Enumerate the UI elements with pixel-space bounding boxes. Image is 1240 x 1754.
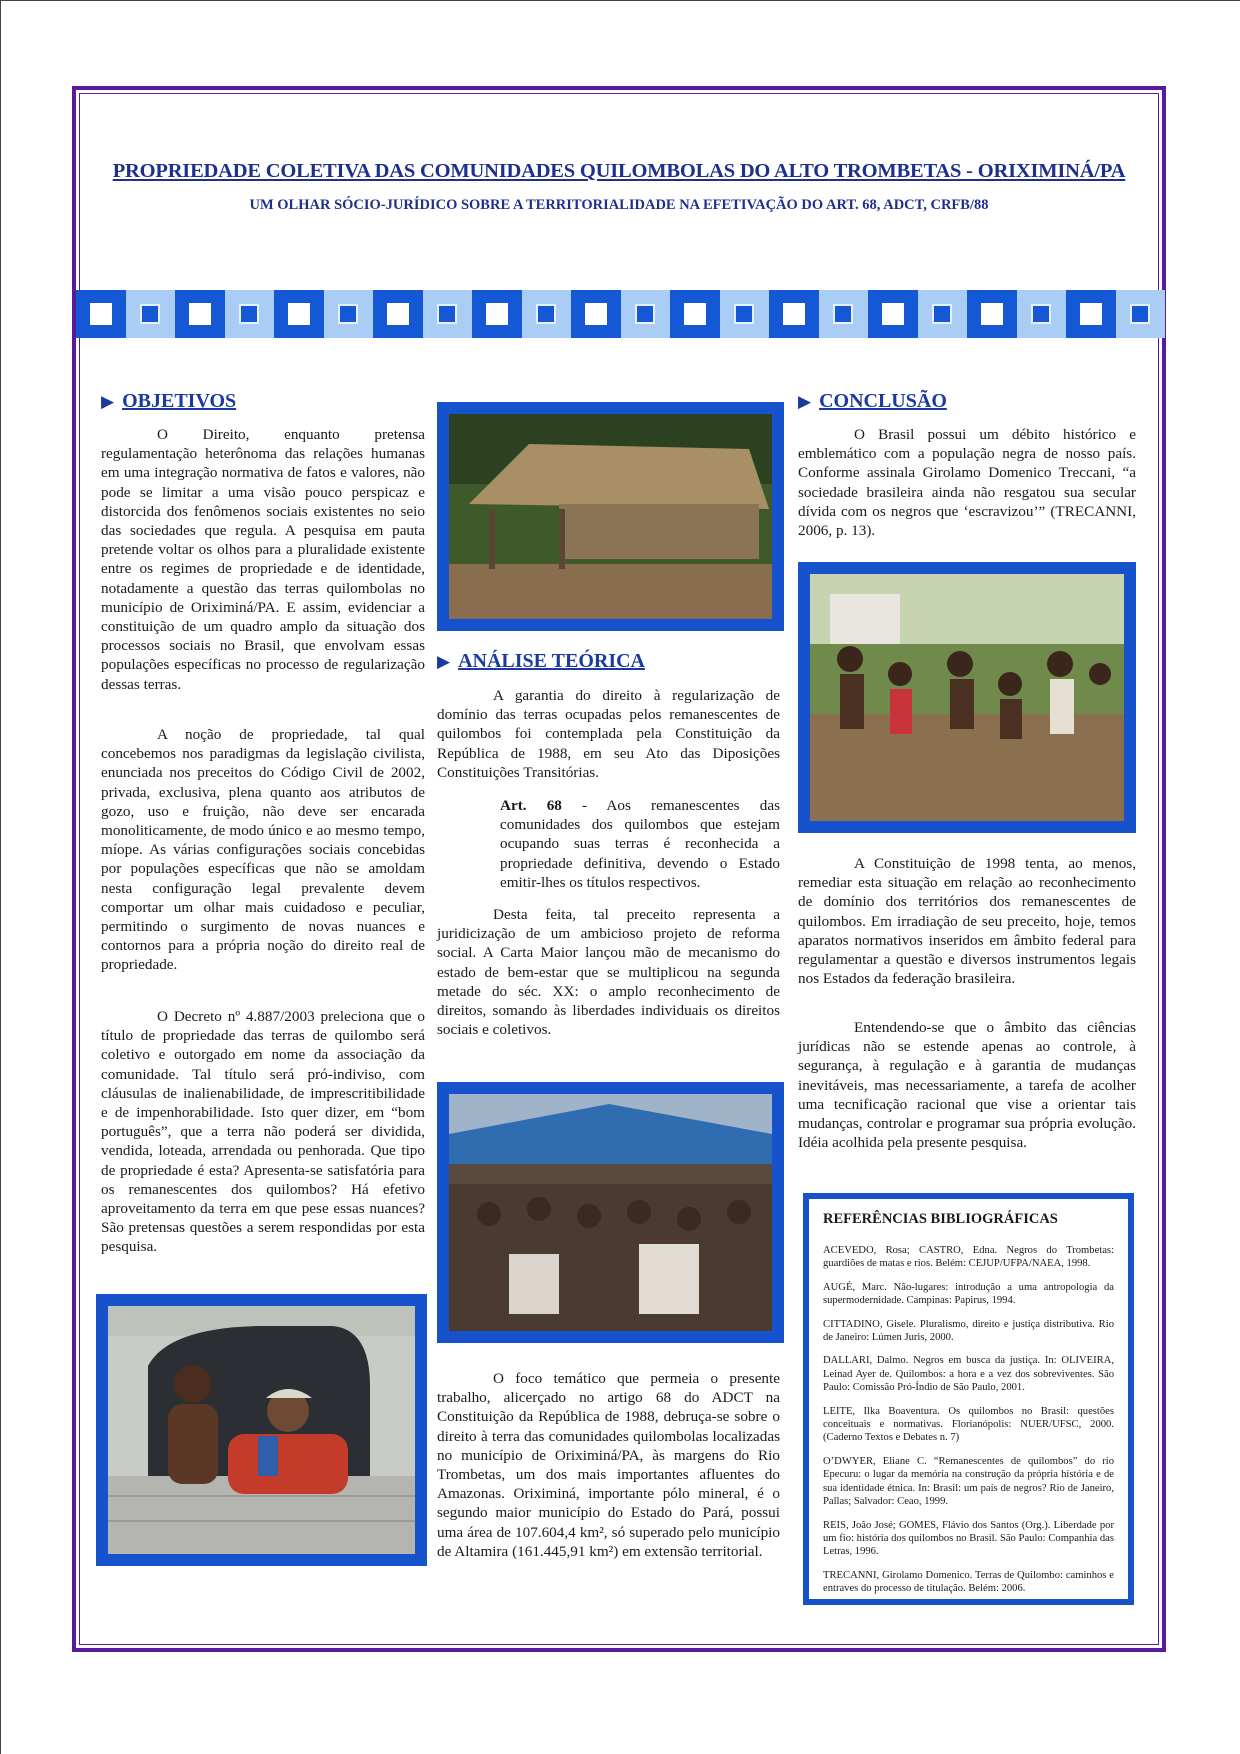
band-square: [833, 304, 853, 324]
objetivos-paragraph-2: A noção de propriedade, tal qual concebemos nos paradigmas da legislação civilista, enunciada nos preceitos do Código Civil de 2002, privada, exclusiva, plena quanto aos atributos de gozo, uso e fruição, não deve ser encarada monoliticamente, de modo único e ao mesmo tempo, míope. As várias configurações sociais concebidas por populações específicas que não se amoldam nesta configuração legal prevalente devem comportar um olhar mais cuidadoso e peculiar, permitindo o surgimento de novas nuances e contornos para a própria noção do direito real de propriedade.: [101, 726, 425, 974]
band-square: [437, 304, 457, 324]
band-cell: [621, 290, 671, 338]
band-square: [1031, 304, 1051, 324]
analise-paragraph-1: A garantia do direito à regularização de domínio das terras ocupadas pelos remanescentes de quilombos foi contemplada pela Constituição da República de 1988, em seu Ato das Diposições Constituições Transitórias.: [437, 687, 780, 781]
conclusao-paragraph-1: O Brasil possui um débito histórico e emblemático com a população negra de nosso país. Conforme assinala Girolamo Domenico Treccani, “a sociedade brasileira ainda não resgatou sua secular dívida com os negros que ‘escravizou’” (TRECANNI, 2006, p. 13).: [798, 426, 1136, 540]
band-cell: [76, 290, 126, 338]
band-square: [882, 303, 904, 325]
photo-boy-and-elder-at-window: [96, 1294, 427, 1566]
analise-paragraph-2: Desta feita, tal preceito representa a juridicização de um ambicioso projeto de reforma social. A Carta Maior lançou mão de mecanismo do estado de bem-estar que se multiplicou na segunda metade do séc. XX: o amplo reconhecimento de direitos, somando às liberdades individuais os direitos sociais e coletivos.: [437, 906, 780, 1039]
band-square: [338, 304, 358, 324]
art-68-label: Art. 68: [500, 797, 562, 814]
band-square: [585, 303, 607, 325]
objetivos-paragraph-3: O Decreto nº 4.887/2003 preleciona que o título de propriedade das terras de quilombo será coletivo e outorgado em nome da associação da comunidade. Tal título será pró-indiviso, com cláusulas de inalienabilidade, de imprescritibilidade e de impenhorabilidade. Isto quer dizer, em “bom português”, que a terra não poderá ser dividida, vendida, loteada, arrendada ou penhorada. Que tipo de propriedade é esta? Apresenta-se satisfatória para os remanescentes dos quilombos? Há efetivo aproveitamento da terra em que pese essas nuances? São pretensas questões a serem respondidas por esta pesquisa.: [101, 1008, 425, 1256]
objetivos-paragraph-1: O Direito, enquanto pretensa regulamentação heterônoma das relações humanas em uma integração normativa de fatos e valores, não pode se limitar a uma visão pouco perspicaz e distorcida dos fenômenos sociais existentes no seio das sociedades que regula. A pesquisa em pauta pretende voltar os olhos para a pluralidade existente entre os regimes de propriedade e de identidade, notadamente a questão das terras quilombolas no município de Oriximiná/PA. E assim, evidenciar a constituição de um quadro amplo da situação dos processos sociais no Brasil, que envolvam essas populações específicas no processo de regularização dessas terras.: [101, 426, 425, 693]
band-cell: [126, 290, 176, 338]
reference-item: ACEVEDO, Rosa; CASTRO, Edna. Negros do Trombetas: guardiões de matas e rios. Belém: CEJUP/UFPA/NAEA, 1998.: [823, 1245, 1114, 1270]
heading-objetivos: ▶ OBJETIVOS: [101, 390, 237, 412]
photo-community-meeting: [437, 1082, 784, 1343]
band-square: [486, 303, 508, 325]
band-cell: [1116, 290, 1166, 338]
reference-item: REIS, João José; GOMES, Flávio dos Santos (Org.). Liberdade por um fio: história dos quilombos no Brasil. São Paulo: Companhia das Letras, 1996.: [823, 1519, 1114, 1558]
photo-thatched-hut: [437, 402, 784, 631]
art-68-text: - Aos remanescentes das comunidades dos quilombos que estejam ocupando suas terras é reconhecida a propriedade definitiva, devendo o Estado emitir-lhes os títulos respectivos.: [500, 797, 780, 891]
references-box: [803, 1193, 1134, 1605]
reference-item: AUGÉ, Marc. Não-lugares: introdução a uma antropologia da supermodernidade. Campinas: Papirus, 1994.: [823, 1281, 1114, 1307]
decorative-square-band: [76, 290, 1166, 338]
band-cell: [274, 290, 324, 338]
band-square: [536, 304, 556, 324]
band-cell: [373, 290, 423, 338]
conclusao-paragraph-3: Entendendo-se que o âmbito das ciências jurídicas não se estende apenas ao controle, à segurança, à regulação e à garantia de mudanças inevitáveis, mas necessariamente, a tarefa de acolher uma tecnificação racional que vise a orientar tais mudanças, controlar e programar sua própria evolução. Idéia acolhida pela presente pesquisa.: [798, 1019, 1136, 1152]
band-cell: [769, 290, 819, 338]
band-cell: [1066, 290, 1116, 338]
band-cell: [225, 290, 275, 338]
band-square: [288, 303, 310, 325]
band-cell: [720, 290, 770, 338]
right-triangle-icon: ▶: [798, 392, 812, 412]
references-title: REFERÊNCIAS BIBLIOGRÁFICAS: [823, 1211, 1058, 1227]
right-triangle-icon: ▶: [437, 652, 451, 672]
right-triangle-icon: ▶: [101, 392, 115, 412]
art-68-quote: [500, 796, 780, 892]
band-square: [140, 304, 160, 324]
poster-title: PROPRIEDADE COLETIVA DAS COMUNIDADES QUILOMBOLAS DO ALTO TROMBETAS - ORIXIMINÁ/PA: [112, 160, 1126, 182]
band-cell: [324, 290, 374, 338]
reference-item: CITTADINO, Gisele. Pluralismo, direito e justiça distributiva. Rio de Janeiro: Lúmen Juris, 2000.: [823, 1318, 1114, 1344]
band-square: [684, 303, 706, 325]
band-cell: [423, 290, 473, 338]
band-cell: [175, 290, 225, 338]
reference-item: DALLARI, Dalmo. Negros em busca da justiça. In: OLIVEIRA, Leinad Ayer de. Quilombos: a hora e a vez dos sobreviventes. São Paulo: Comissão Pró-Índio de São Paulo, 2001.: [823, 1355, 1114, 1394]
band-cell: [918, 290, 968, 338]
reference-item: O’DWYER, Eliane C. “Remanescentes de quilombos” do rio Epecuru: o lugar da memória na construção da própria história e de sua identidade étnica. In: Brasil: um país de negros? Rio de Janeiro, Pallas; Salvador: Ceao, 1999.: [823, 1455, 1114, 1508]
band-square: [734, 304, 754, 324]
band-cell: [967, 290, 1017, 338]
photo-children-sitting: [798, 562, 1136, 833]
band-cell: [868, 290, 918, 338]
band-square: [1080, 303, 1102, 325]
conclusao-paragraph-2: A Constituição de 1998 tenta, ao menos, remediar esta situação em relação ao reconhecimento de domínio dos territórios dos remanescentes de quilombos. Em irradiação de seu preceito, hoje, temos aparatos normativos inseridos em âmbito federal para regulamentar a questão e diversos instrumentos legais nos Estados da federação brasileira.: [798, 855, 1136, 988]
band-square: [932, 304, 952, 324]
band-cell: [522, 290, 572, 338]
band-cell: [819, 290, 869, 338]
reference-item: TRECANNI, Girolamo Domenico. Terras de Quilombo: caminhos e entraves do processo de titulação. Belém: 2006.: [823, 1569, 1114, 1595]
band-cell: [472, 290, 522, 338]
band-cell: [1017, 290, 1067, 338]
band-square: [635, 304, 655, 324]
heading-conclusao: ▶ CONCLUSÃO: [798, 390, 947, 412]
band-square: [90, 303, 112, 325]
analise-paragraph-3: O foco temático que permeia o presente trabalho, alicerçado no artigo 68 do ADCT na Constituição da República de 1988, debruça-se sobre o direito à terra das comunidades quilombolas localizadas no município de Oriximiná/PA, às margens do Rio Trombetas, um dos mais importantes afluentes do Amazonas. Oriximiná, importante pólo mineral, é o segundo maior município do Estado do Pará, possui uma área de 107.604,4 km², só superado pelo município de Altamira (161.445,91 km²) em extensão territorial.: [437, 1370, 780, 1560]
heading-analise-teorica: ▶ ANÁLISE TEÓRICA: [437, 650, 645, 672]
band-square: [189, 303, 211, 325]
band-square: [387, 303, 409, 325]
band-square: [783, 303, 805, 325]
reference-item: LEITE, Ilka Boaventura. Os quilombos no Brasil: questões conceituais e normativas. Florianópolis: NUER/UFSC, 2000. (Caderno Textos e Debates n. 7): [823, 1405, 1114, 1444]
band-square: [981, 303, 1003, 325]
poster-subtitle: UM OLHAR SÓCIO-JURÍDICO SOBRE A TERRITORIALIDADE NA EFETIVAÇÃO DO ART. 68, ADCT, CRFB/88: [249, 197, 989, 213]
band-square: [1130, 304, 1150, 324]
band-cell: [571, 290, 621, 338]
band-square: [239, 304, 259, 324]
band-cell: [670, 290, 720, 338]
